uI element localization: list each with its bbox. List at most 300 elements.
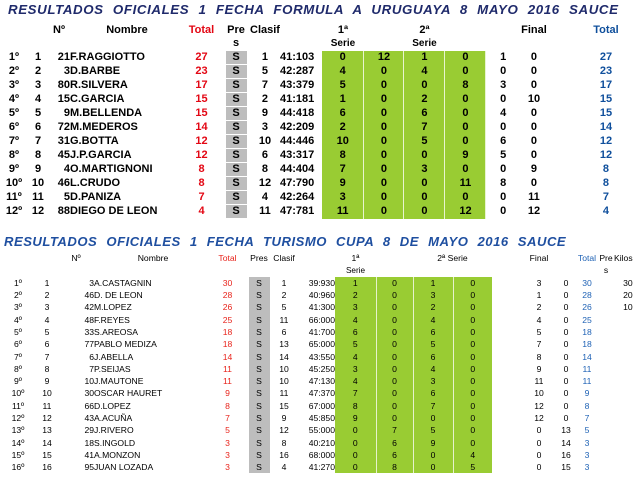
serie2-b-cell: 0: [453, 387, 492, 399]
total2-cell: 14: [599, 121, 613, 133]
number-cell: 48: [84, 314, 94, 325]
order-cell: 16: [42, 462, 52, 473]
serie1-b-cell: 0: [376, 375, 413, 387]
table-row: [0, 177, 626, 191]
order-cell: 3: [44, 302, 50, 313]
final-a-cell: 4: [536, 314, 542, 325]
total2-cell: 11: [582, 363, 592, 374]
total2-cell: 17: [599, 79, 613, 91]
title-turismo: RESULTADOS OFICIALES 1 FECHA TURISMO CUPA 8 DE MAYO 2016 SAUCE: [4, 234, 567, 249]
header-total2: Total: [593, 24, 619, 36]
serie1-a-cell: 4: [335, 313, 376, 325]
number-cell: 30: [84, 388, 94, 399]
number-cell: 15: [57, 93, 70, 105]
position-cell: 9º: [8, 163, 20, 175]
spacer-cell: [548, 205, 586, 219]
table-row: [0, 326, 633, 338]
name-cell: L.CRUDO: [70, 177, 121, 189]
order-cell: 9: [44, 376, 50, 387]
header-no: Nº: [71, 253, 81, 264]
table-row: [0, 363, 633, 375]
order-cell: 7: [44, 351, 50, 362]
total-cell: 8: [198, 177, 205, 189]
clasif-cell: 10: [279, 376, 289, 387]
total-cell: 15: [195, 107, 208, 119]
pres-cell: S: [248, 424, 270, 436]
serie2-a-cell: 0: [404, 205, 445, 219]
final-b-cell: 0: [563, 376, 569, 387]
position-cell: 2º: [14, 290, 22, 301]
number-cell: 95: [84, 462, 94, 473]
clasif-cell: 5: [261, 65, 269, 77]
serie1-a-cell: 5: [322, 79, 364, 93]
serie1-b-cell: 0: [364, 93, 404, 107]
final-a-cell: 8: [536, 351, 542, 362]
final-b-cell: 0: [563, 413, 569, 423]
kilos-cell: [614, 424, 633, 436]
table-row: [0, 436, 633, 448]
total2-cell: 3: [584, 437, 590, 448]
final-a-cell: 3: [536, 277, 542, 288]
serie2-b-cell: 0: [453, 436, 492, 448]
header-serie2-label: Serie: [412, 38, 437, 50]
name-cell: J.ABELLA: [94, 351, 134, 362]
spacer-cell: [604, 436, 614, 448]
order-cell: 4: [34, 93, 42, 105]
final-a-cell: 3: [500, 79, 507, 91]
spacer-cell: [604, 387, 614, 399]
time-cell: 45:250: [308, 363, 335, 374]
total2-cell: 5: [584, 425, 590, 436]
pres-cell: S: [225, 93, 247, 107]
position-cell: 16º: [11, 462, 25, 473]
serie1-b-cell: 0: [376, 338, 413, 350]
clasif-cell: 9: [261, 107, 269, 119]
spacer-cell: [604, 326, 614, 338]
serie1-b-cell: 7: [376, 424, 413, 436]
number-cell: 3: [63, 65, 70, 77]
kilos-cell: [614, 387, 633, 399]
serie2-a-cell: 0: [404, 177, 445, 191]
table-row: [0, 107, 626, 121]
serie2-b-cell: 0: [453, 375, 492, 387]
kilos-cell: [614, 400, 633, 412]
serie2-a-cell: 6: [404, 107, 445, 121]
kilos-cell: 30: [623, 277, 633, 288]
final-b-cell: 11: [528, 191, 540, 203]
table-row: [0, 149, 626, 163]
serie1-b-cell: 0: [376, 387, 413, 399]
total-cell: 15: [195, 93, 208, 105]
total2-cell: 28: [582, 290, 592, 301]
order-cell: 11: [42, 400, 52, 411]
table-row: [0, 93, 626, 107]
table-header-row: [0, 252, 633, 264]
time-cell: 44:446: [279, 135, 315, 147]
total2-cell: 23: [599, 65, 613, 77]
clasif-cell: 8: [261, 163, 269, 175]
serie1-b-cell: 0: [364, 65, 404, 79]
table-row: [0, 424, 633, 436]
clasif-cell: 10: [279, 363, 289, 374]
table-row: [0, 163, 626, 177]
pres-cell: S: [248, 326, 270, 338]
table-row: [0, 289, 633, 301]
position-cell: 1º: [8, 51, 20, 63]
serie1-a-cell: 3: [335, 301, 376, 313]
header-final: Final: [529, 253, 549, 264]
position-cell: 12º: [11, 413, 25, 423]
table-row: [0, 338, 633, 350]
header-serie1-label: Serie: [330, 38, 356, 50]
table-row: [0, 301, 633, 313]
serie1-a-cell: 5: [335, 338, 376, 350]
name-cell: D. DE LEON: [94, 290, 143, 301]
total-cell: 14: [222, 351, 233, 362]
header-total: Total: [188, 24, 215, 36]
position-cell: 6º: [14, 339, 22, 350]
pres-cell: S: [225, 191, 247, 205]
header-pres: Pre: [227, 24, 245, 36]
time-cell: 68:000: [308, 449, 335, 460]
order-cell: 3: [34, 79, 42, 91]
serie2-a-cell: 4: [413, 363, 453, 375]
final-b-cell: 0: [563, 302, 569, 313]
position-cell: 13º: [11, 425, 25, 436]
time-cell: 41:103: [279, 51, 315, 63]
header-pres-s: s: [232, 37, 240, 49]
header-pres2: Pre: [599, 253, 613, 264]
name-cell: OSCAR HAURET: [94, 388, 163, 399]
serie2-b-cell: 0: [453, 350, 492, 362]
total-cell: 11: [223, 376, 232, 387]
table-row: [0, 277, 633, 289]
name-cell: P.SEIJAS: [94, 363, 131, 374]
time-cell: 42:287: [279, 65, 315, 77]
spacer-cell: [604, 375, 614, 387]
table-row: [0, 135, 626, 149]
kilos-cell: [614, 326, 633, 338]
serie2-b-cell: 0: [453, 289, 492, 301]
final-b-cell: 0: [530, 65, 538, 77]
clasif-cell: 11: [259, 205, 271, 217]
serie2-a-cell: 0: [404, 149, 445, 163]
name-cell: A.CASTAGNIN: [94, 277, 152, 288]
clasif-cell: 16: [279, 449, 289, 460]
kilos-cell: [614, 436, 633, 448]
serie2-a-cell: 7: [404, 121, 445, 135]
name-cell: R.SILVERA: [70, 79, 128, 91]
clasif-cell: 2: [261, 93, 269, 105]
serie2-a-cell: 9: [413, 436, 453, 448]
time-cell: 47:781: [279, 205, 315, 217]
spacer-cell: [548, 65, 586, 79]
total2-cell: 15: [599, 107, 613, 119]
clasif-cell: 3: [261, 121, 269, 133]
serie1-b-cell: 0: [376, 301, 413, 313]
serie2-b-cell: 0: [453, 338, 492, 350]
name-cell: DIEGO DE LEON: [70, 205, 158, 217]
total-cell: 30: [222, 277, 233, 288]
serie1-a-cell: 2: [335, 289, 376, 301]
final-b-cell: 12: [527, 205, 541, 217]
number-cell: 21: [57, 51, 70, 63]
pres-cell: S: [248, 375, 270, 387]
spacer-cell: [492, 350, 522, 362]
total-cell: 9: [225, 388, 230, 399]
name-cell: A.MONZON: [94, 449, 141, 460]
total-cell: 18: [222, 339, 233, 350]
serie2-a-cell: 0: [413, 461, 453, 473]
serie2-b-cell: 0: [453, 412, 492, 424]
final-a-cell: 5: [500, 149, 507, 161]
clasif-cell: 4: [281, 462, 287, 473]
spacer-cell: [492, 436, 522, 448]
serie1-a-cell: 0: [335, 461, 376, 473]
final-a-cell: 2: [536, 302, 542, 313]
serie1-a-cell: 8: [322, 149, 364, 163]
number-cell: 46: [57, 177, 70, 189]
position-cell: 11º: [11, 400, 25, 411]
total2-cell: 8: [584, 400, 590, 411]
serie2-b-cell: 0: [445, 107, 486, 121]
final-a-cell: 0: [500, 205, 507, 217]
table-row: [0, 350, 633, 362]
pres-cell: S: [225, 177, 247, 191]
total-cell: 7: [225, 413, 230, 423]
serie2-a-cell: 4: [413, 313, 453, 325]
time-cell: 41:270: [308, 462, 335, 473]
spacer-cell: [492, 301, 522, 313]
order-cell: 1: [34, 51, 42, 63]
kilos-cell: 10: [623, 302, 633, 313]
name-cell: A.ACUÑA: [94, 413, 133, 423]
serie2-b-cell: 4: [453, 449, 492, 461]
table-row: [0, 313, 633, 325]
pres-cell: S: [248, 301, 270, 313]
pres-cell: S: [248, 461, 270, 473]
serie1-a-cell: 1: [322, 93, 364, 107]
total-cell: 3: [225, 449, 230, 460]
serie1-b-cell: 0: [364, 107, 404, 121]
final-a-cell: 9: [536, 363, 542, 374]
order-cell: 2: [34, 65, 42, 77]
order-cell: 10: [42, 388, 52, 399]
spacer-cell: [604, 424, 614, 436]
order-cell: 5: [34, 107, 42, 119]
serie1-b-cell: 12: [364, 51, 404, 65]
spacer-cell: [492, 363, 522, 375]
serie2-b-cell: 12: [445, 205, 486, 219]
spacer-cell: [548, 149, 586, 163]
total-cell: 8: [198, 163, 205, 175]
header-name: Nombre: [137, 253, 169, 264]
time-cell: 55:000: [308, 425, 335, 436]
total2-cell: 18: [582, 326, 592, 337]
total2-cell: 30: [582, 277, 592, 288]
total2-cell: 8: [602, 163, 610, 175]
table-row: [0, 461, 633, 473]
final-b-cell: 0: [563, 388, 569, 399]
name-cell: JUAN LOZADA: [94, 462, 154, 473]
serie1-a-cell: 0: [335, 449, 376, 461]
total2-cell: 18: [582, 339, 592, 350]
clasif-cell: 15: [279, 400, 289, 411]
serie1-b-cell: 0: [364, 121, 404, 135]
position-cell: 14º: [11, 437, 25, 448]
spacer-cell: [604, 449, 614, 461]
clasif-cell: 1: [281, 277, 287, 288]
formula-results-table: [0, 24, 626, 219]
serie2-a-cell: 2: [404, 93, 445, 107]
serie2-b-cell: 0: [453, 363, 492, 375]
spacer-cell: [548, 177, 586, 191]
table-header-row-2: [0, 37, 626, 51]
number-cell: 31: [57, 135, 70, 147]
serie1-a-cell: 6: [335, 326, 376, 338]
total-cell: 28: [222, 290, 233, 301]
clasif-cell: 10: [258, 135, 272, 147]
table-header-row-2: [0, 264, 633, 276]
final-b-cell: 13: [561, 425, 571, 436]
pres-cell: S: [225, 121, 247, 135]
spacer-cell: [548, 107, 586, 121]
final-b-cell: 0: [530, 177, 538, 189]
table-row: [0, 387, 633, 399]
final-b-cell: 16: [561, 449, 571, 460]
kilos-cell: [614, 363, 633, 375]
header-serie2: 2ª: [419, 24, 430, 36]
serie2-a-cell: 5: [413, 338, 453, 350]
serie1-a-cell: 4: [335, 350, 376, 362]
final-b-cell: 0: [563, 363, 569, 374]
spacer-cell: [492, 449, 522, 461]
time-cell: 47:370: [308, 388, 335, 399]
clasif-cell: 12: [279, 425, 289, 436]
name-cell: M.LOPEZ: [94, 302, 132, 313]
serie2-b-cell: 0: [453, 313, 492, 325]
total2-cell: 7: [584, 413, 590, 423]
final-a-cell: 11: [534, 376, 544, 387]
number-cell: 6: [89, 351, 94, 362]
final-a-cell: 0: [500, 121, 507, 133]
serie2-b-cell: 0: [445, 65, 486, 79]
serie2-a-cell: 3: [404, 163, 445, 177]
serie2-b-cell: 0: [453, 277, 492, 289]
pres-cell: S: [225, 205, 247, 219]
time-cell: 43:550: [308, 351, 335, 362]
final-b-cell: 0: [530, 121, 538, 133]
order-cell: 13: [42, 425, 52, 436]
serie1-a-cell: 3: [322, 191, 364, 205]
final-b-cell: 0: [530, 135, 538, 147]
serie1-a-cell: 7: [335, 387, 376, 399]
total-cell: 25: [222, 314, 233, 325]
total2-cell: 25: [582, 314, 592, 325]
serie2-a-cell: 3: [413, 375, 453, 387]
total-cell: 8: [225, 400, 230, 411]
spacer-cell: [604, 350, 614, 362]
final-b-cell: 0: [530, 149, 538, 161]
final-a-cell: 1: [536, 290, 542, 301]
clasif-cell: 12: [258, 177, 272, 189]
header-total: Total: [218, 253, 237, 264]
position-cell: 6º: [8, 121, 20, 133]
spacer-cell: [604, 313, 614, 325]
final-a-cell: 0: [536, 425, 542, 436]
pres-cell: S: [225, 65, 247, 79]
time-cell: 67:000: [308, 400, 335, 411]
serie1-a-cell: 7: [322, 163, 364, 177]
position-cell: 4º: [14, 314, 22, 325]
header-clasif: Clasif: [250, 24, 280, 36]
position-cell: 7º: [8, 135, 20, 147]
order-cell: 6: [44, 339, 50, 350]
title-formula: RESULTADOS OFICIALES 1 FECHA FORMULA A URUGUAYA 8 MAYO 2016 SAUCE: [8, 2, 619, 17]
total2-cell: 8: [602, 177, 610, 189]
serie1-b-cell: 0: [376, 350, 413, 362]
number-cell: 7: [89, 363, 94, 374]
time-cell: 44:418: [279, 107, 315, 119]
serie2-a-cell: 2: [413, 301, 453, 313]
number-cell: 46: [84, 290, 94, 301]
time-cell: 45:850: [308, 413, 335, 423]
position-cell: 8º: [14, 363, 22, 374]
serie2-b-cell: 5: [453, 461, 492, 473]
total-cell: 14: [195, 121, 208, 133]
final-a-cell: 12: [534, 400, 544, 411]
header-name: Nombre: [106, 24, 148, 36]
clasif-cell: 8: [281, 437, 287, 448]
serie2-a-cell: 4: [404, 65, 445, 79]
serie2-a-cell: 0: [413, 412, 453, 424]
spacer-cell: [492, 461, 522, 473]
time-cell: 44:404: [279, 163, 315, 175]
serie2-a-cell: 0: [404, 191, 445, 205]
time-cell: 39:930: [308, 277, 335, 288]
header-no: Nº: [53, 24, 65, 36]
header-total2: Total: [577, 253, 597, 264]
kilos-cell: [614, 350, 633, 362]
position-cell: 15º: [11, 449, 25, 460]
serie1-a-cell: 9: [335, 412, 376, 424]
table-header-row: [0, 24, 626, 37]
clasif-cell: 14: [279, 351, 289, 362]
total2-cell: 3: [584, 449, 590, 460]
position-cell: 12º: [5, 205, 23, 217]
name-cell: J.P.GARCIA: [70, 149, 132, 161]
clasif-cell: 1: [261, 51, 269, 63]
pres-cell: S: [248, 387, 270, 399]
order-cell: 4: [44, 314, 50, 325]
serie1-a-cell: 0: [322, 51, 364, 65]
serie1-b-cell: 0: [376, 277, 413, 289]
header-kilos: Kilos: [614, 253, 633, 264]
kilos-cell: [614, 449, 633, 461]
number-cell: 3: [89, 277, 94, 288]
serie2-b-cell: 0: [445, 135, 486, 149]
serie2-a-cell: 0: [404, 79, 445, 93]
pres-cell: S: [225, 51, 247, 65]
number-cell: 66: [84, 400, 94, 411]
final-a-cell: 12: [534, 413, 544, 423]
spacer-cell: [604, 301, 614, 313]
order-cell: 11: [32, 191, 44, 203]
final-a-cell: 4: [500, 107, 507, 119]
order-cell: 7: [34, 135, 42, 147]
serie1-a-cell: 4: [322, 65, 364, 79]
total-cell: 17: [195, 79, 208, 91]
